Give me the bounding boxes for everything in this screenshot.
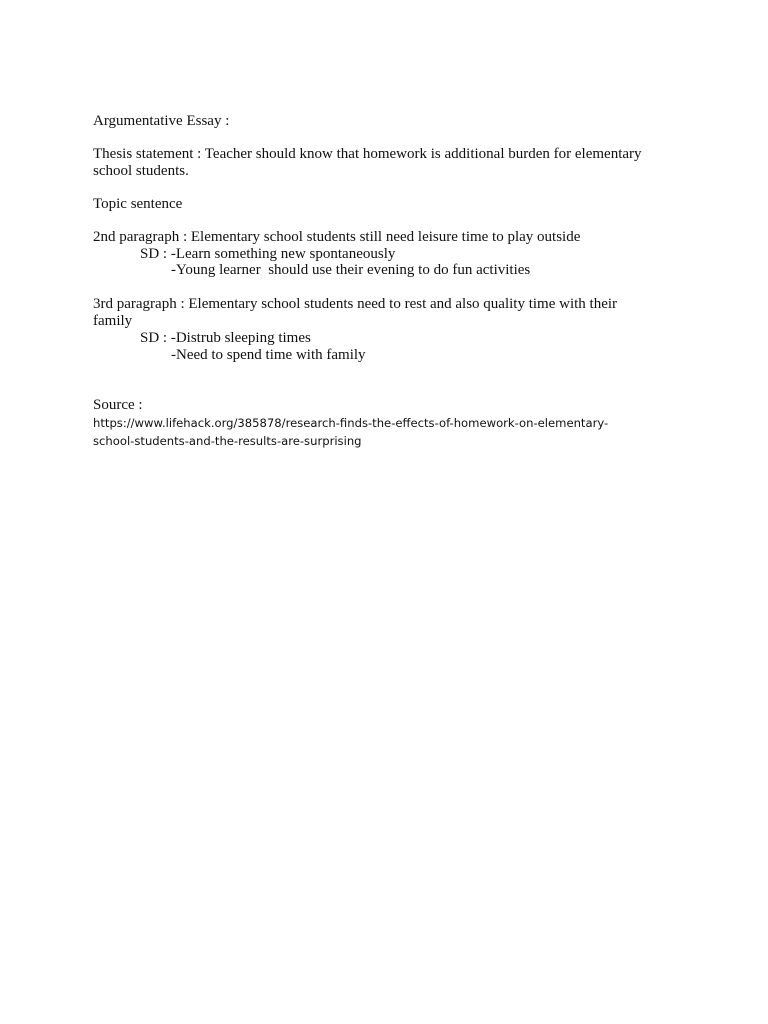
paragraph-3-sd-2: -Need to spend time with family bbox=[171, 347, 366, 363]
paragraph-2-main: 2nd paragraph : Elementary school students still need leisure time to play outside bbox=[93, 229, 581, 245]
paragraph-3-sd-1: SD : -Distrub sleeping times bbox=[140, 330, 311, 346]
paragraph-2-sd-1: SD : -Learn something new spontaneously bbox=[140, 246, 396, 262]
essay-heading: Argumentative Essay : bbox=[93, 113, 230, 129]
topic-sentence: Topic sentence bbox=[93, 196, 183, 212]
paragraph-3-main-line-2: family bbox=[93, 313, 133, 329]
source-label: Source : bbox=[93, 397, 143, 413]
paragraph-3-main-line-1: 3rd paragraph : Elementary school students need to rest and also quality time with their bbox=[93, 296, 618, 312]
paragraph-2-sd-2: -Young learner should use their evening to do fun activities bbox=[171, 262, 531, 278]
source-url-line-2[interactable]: school-students-and-the-results-are-surprising bbox=[93, 434, 362, 448]
source-url-line-1[interactable]: https://www.lifehack.org/385878/research-finds-the-effects-of-homework-on-elementary- bbox=[93, 416, 609, 430]
thesis-statement-line-2: school students. bbox=[93, 163, 189, 179]
thesis-statement-line-1: Thesis statement : Teacher should know that homework is additional burden for elementary bbox=[93, 146, 642, 162]
